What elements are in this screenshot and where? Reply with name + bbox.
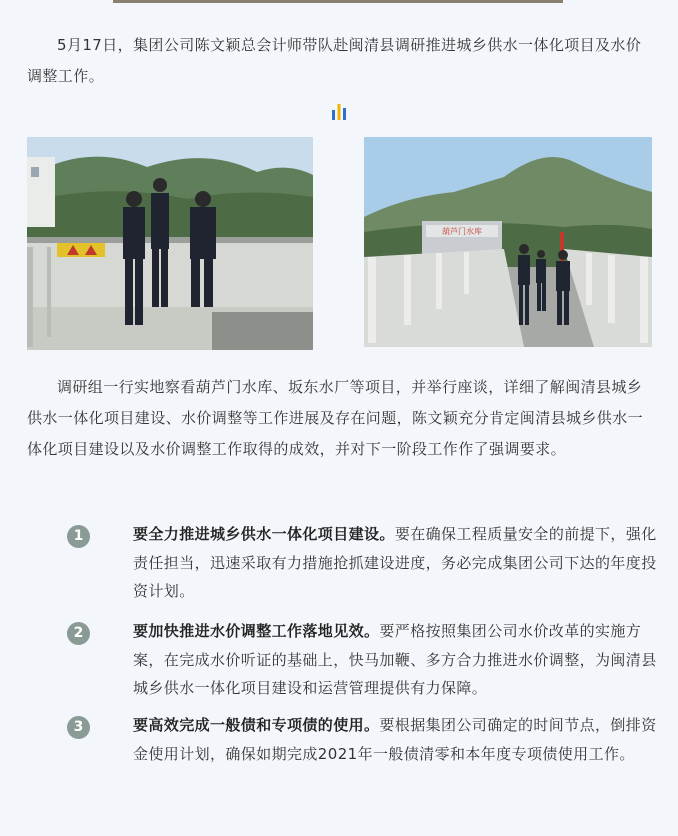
requirement-item — [67, 711, 657, 768]
summary-text: 调研组一行实地察看葫芦门水库、坂东水厂等项目，并举行座谈，详细了解闽清县城乡供水一体化项目建设、水价调整等工作进展及存在问题，陈文颖充分肯定闽清县城乡供水一体化项目建设以及水价调整工作取得的成效，并对下一阶段工作作了强调要求。 — [27, 378, 644, 458]
requirement-title: 要加快推进水价调整工作落地见效。 — [133, 622, 380, 640]
reservoir-sign-text: 葫芦门水库 — [442, 227, 482, 236]
requirement-body: 要在确保工程质量安全的前提下，强化责任担当，迅速采取有力措施抢抓建设进度，务必完成集团公司下达的年度投资计划。 — [133, 525, 657, 600]
requirement-item — [67, 520, 657, 606]
requirement-title: 要高效完成一般债和专项债的使用。 — [133, 716, 380, 734]
number-badge: 2 — [67, 622, 90, 645]
requirement-text — [133, 617, 658, 703]
top-image-edge — [113, 0, 563, 3]
requirement-item — [67, 617, 657, 703]
requirement-body: 要根据集团公司确定的时间节点，倒排资金使用计划，确保如期完成2021年一般债清零和本年度专项债使用工作。 — [133, 716, 657, 763]
requirement-body: 要严格按照集团公司水价改革的实施方案，在完成水价听证的基础上，快马加鞭、多方合力推进水价调整，为闽清县城乡供水一体化项目建设和运营管理提供有力保障。 — [133, 622, 657, 697]
requirement-text — [133, 711, 658, 768]
photo-inspection-site — [27, 137, 313, 350]
intro-paragraph — [27, 30, 654, 92]
bar-chart-divider-icon — [330, 103, 348, 121]
intro-text: 5月17日，集团公司陈文颖总会计师带队赴闽清县调研推进城乡供水一体化项目及水价调整工作。 — [27, 36, 642, 85]
requirement-title: 要全力推进城乡供水一体化项目建设。 — [133, 525, 395, 543]
number-badge: 3 — [67, 716, 90, 739]
requirement-text — [133, 520, 658, 606]
number-badge: 1 — [67, 525, 90, 548]
summary-paragraph — [27, 372, 654, 465]
photo-reservoir-dam — [364, 137, 652, 347]
